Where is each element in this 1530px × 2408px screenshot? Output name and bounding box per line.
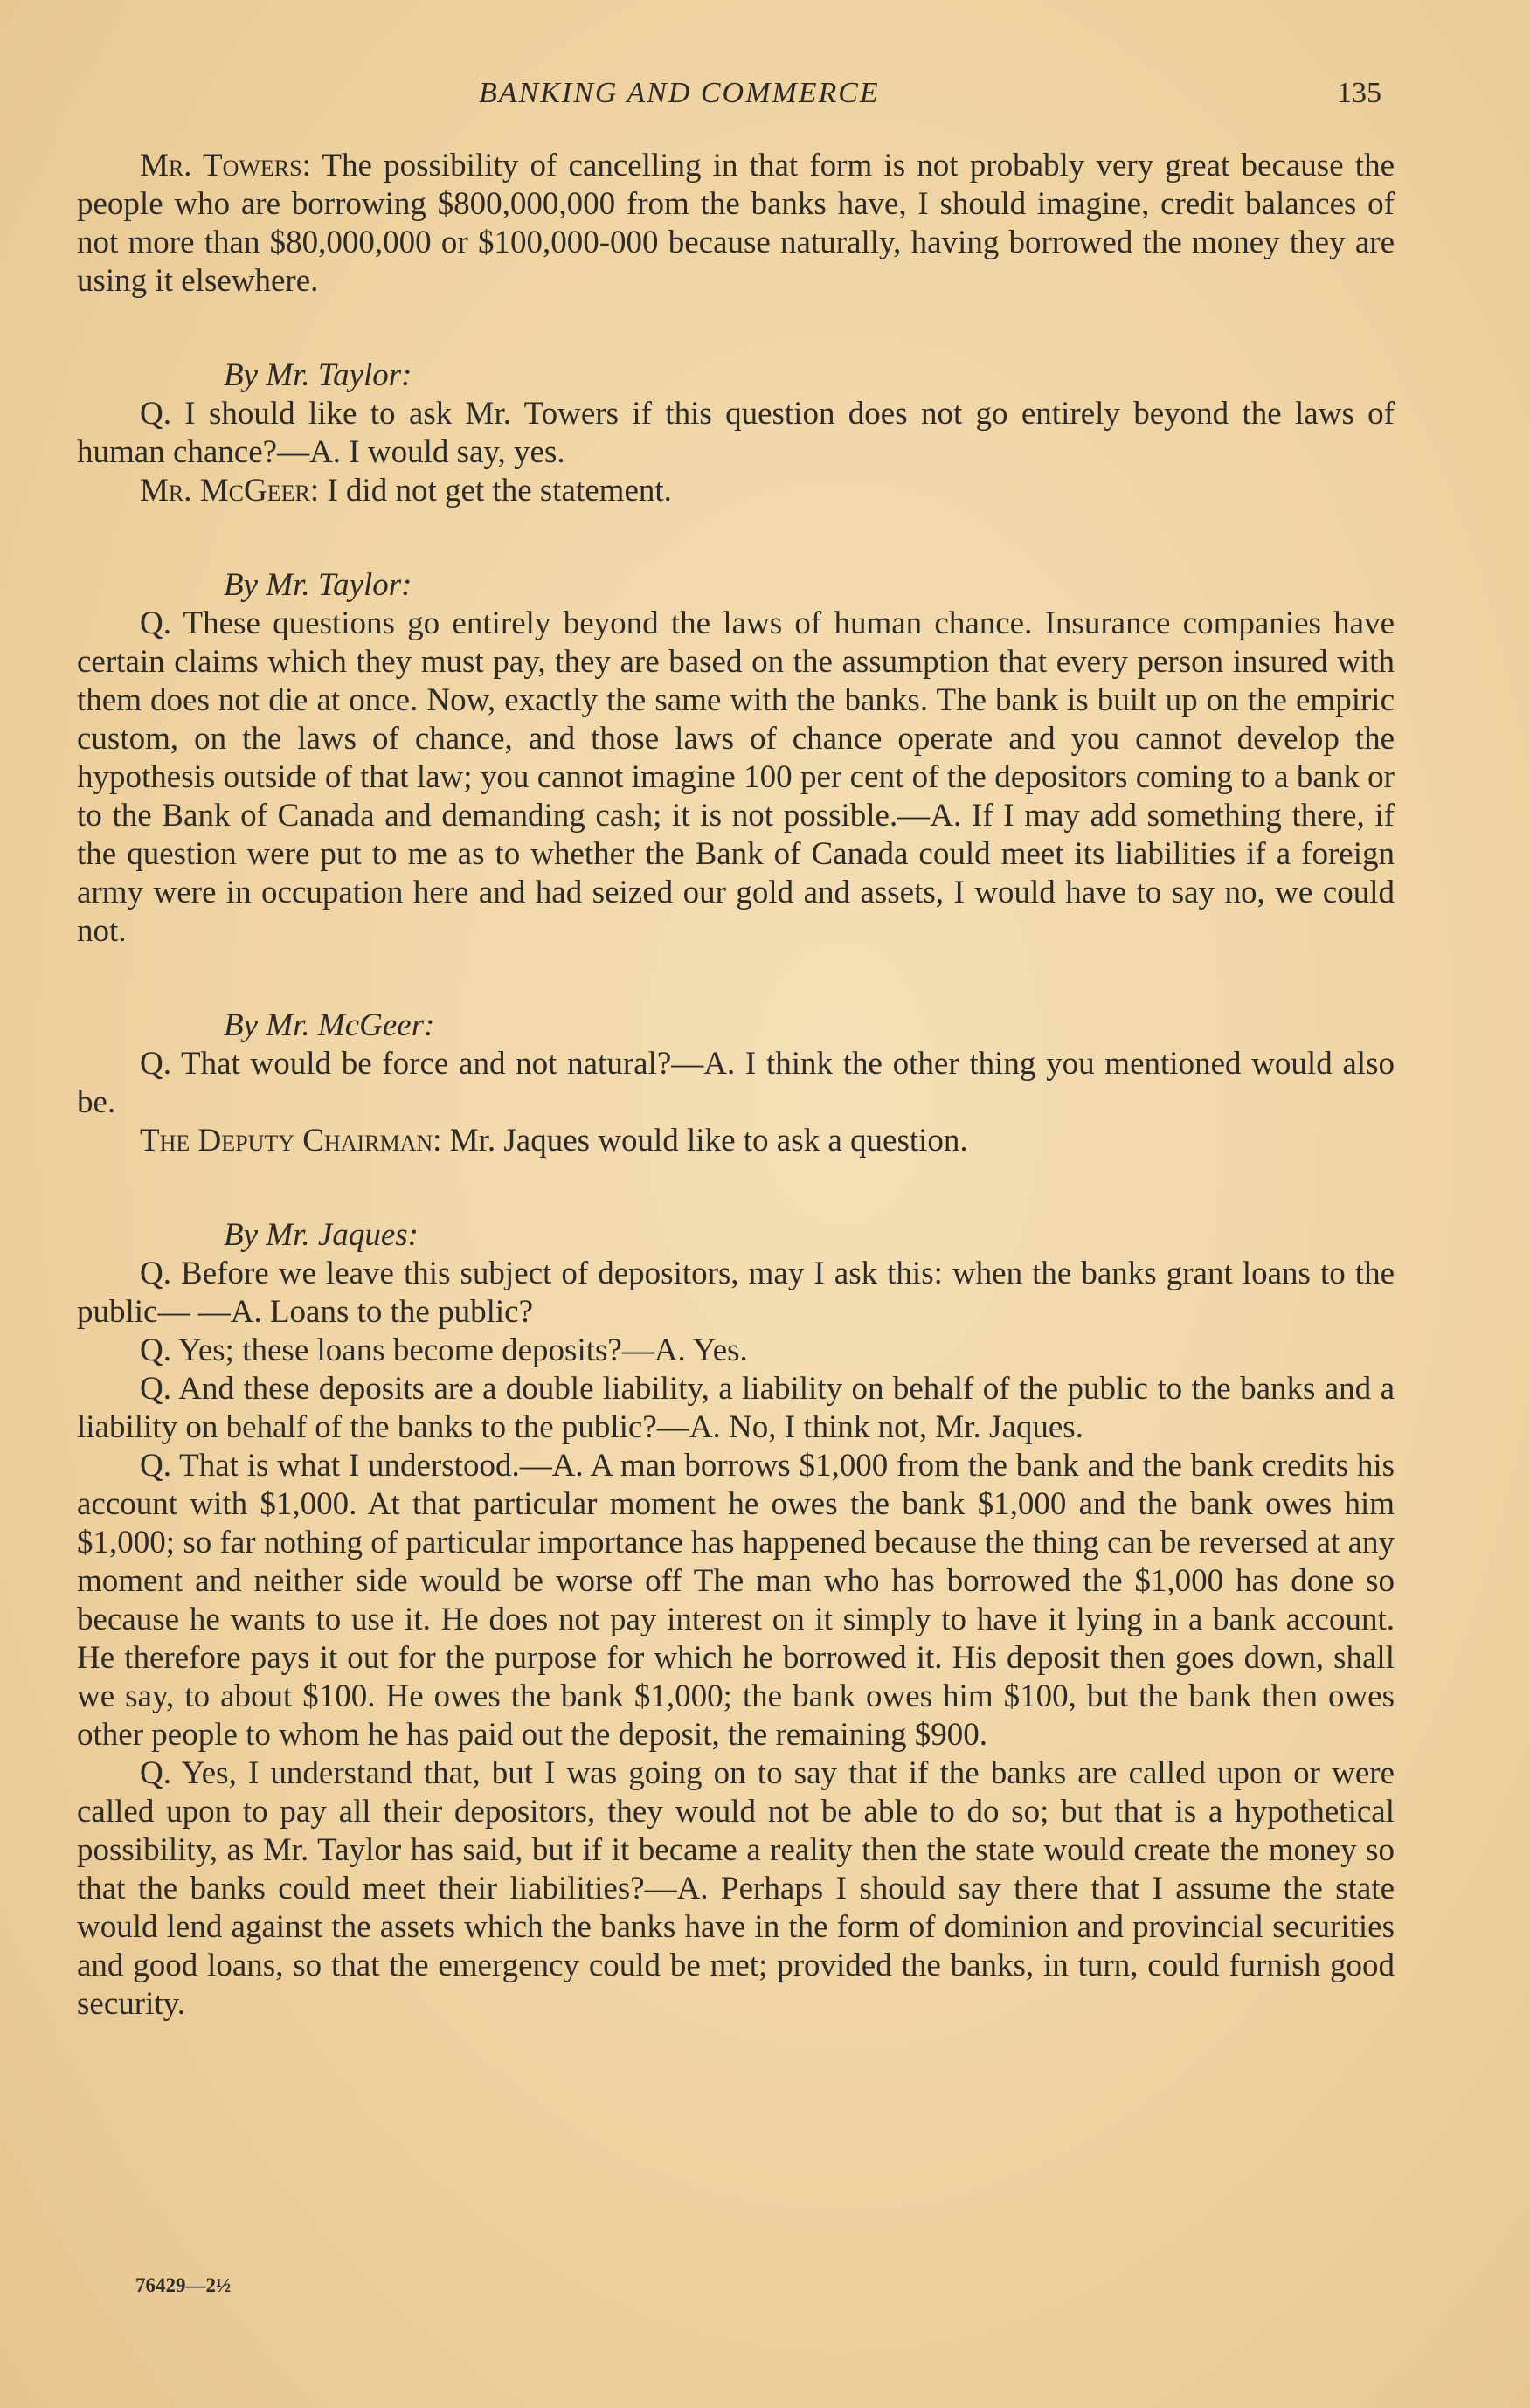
question-paragraph: Q. Yes; these loans become deposits?—A. Yes. bbox=[140, 1332, 748, 1368]
paragraph-text: : The possibility of cancelling in that form is not probably very great because the people who are borrowing $800,000,000 from the banks have, I should imagine, credit balances of not more than $80,000,000 or $100,000-000 because naturally, having borrowed the money they are using it elsewhere. bbox=[77, 148, 1395, 299]
examiner-heading: By Mr. Taylor: bbox=[224, 357, 412, 393]
printer-signature-mark: 76429—2½ bbox=[135, 2274, 232, 2296]
speaker-name: Mr. Towers bbox=[140, 148, 302, 183]
question-paragraph: Q. I should like to ask Mr. Towers if this question does not go entirely beyond the laws of human chance?—A. I would say, yes. bbox=[77, 396, 1395, 470]
examiner-heading: By Mr. Jaques: bbox=[224, 1217, 419, 1253]
running-head bbox=[0, 77, 1530, 117]
question-paragraph: Q. That is what I understood.—A. A man borrows $1,000 from the bank and the bank credits his account with $1,000. At that particular moment he owes the bank $1,000 and the bank owes him $1,000; so far nothing of particular importance has happened because the thing can be reversed at any moment and neither side would be worse off The man who has borrowed the $1,000 has done so because he wants to use it. He does not pay interest on it simply to have it lying in a bank account. He therefore pays it out for the purpose for which he borrowed it. His deposit then goes down, shall we say, to about $100. He owes the bank $1,000; the bank owes him $100, but the bank then owes other people to whom he has paid out the deposit, the remaining $900. bbox=[77, 1448, 1395, 1753]
paragraph-text: : Mr. Jaques would like to ask a question. bbox=[433, 1123, 968, 1159]
paragraph-text: : I did not get the statement. bbox=[309, 473, 672, 509]
examiner-heading: By Mr. McGeer: bbox=[224, 1007, 435, 1043]
question-paragraph: Q. And these deposits are a double liability, a liability on behalf of the public to the banks and a liability on behalf of the banks to the public?—A. No, I think not, Mr. Jaques. bbox=[77, 1371, 1395, 1445]
speaker-name: Mr. McGeer bbox=[140, 473, 310, 509]
speaker-name: The Deputy Chairman bbox=[140, 1123, 433, 1159]
text-column bbox=[77, 147, 1395, 2024]
running-title: BANKING AND COMMERCE bbox=[479, 77, 880, 109]
examiner-heading: By Mr. Taylor: bbox=[224, 567, 412, 603]
page-number: 135 bbox=[1337, 77, 1381, 109]
paragraph-towers-statement bbox=[77, 147, 1395, 301]
question-paragraph: Q. Before we leave this subject of depositors, may I ask this: when the banks grant loans to the public— —A. Loans to the public? bbox=[77, 1256, 1395, 1330]
paragraph-deputy-chairman-statement bbox=[77, 1122, 1395, 1160]
question-paragraph: Q. Yes, I understand that, but I was going on to say that if the banks are called upon or were called upon to pay all their depositors, they would not be able to do so; but that is a hypothetical possibility, as Mr. Taylor has said, but if it became a reality then the state would create the money so that the banks could meet their liabilities?—A. Perhaps I should say there that I assume the state would lend against the assets which the banks have in the form of dominion and provincial securities and good loans, so that the emergency could be met; provided the banks, in turn, could furnish good security. bbox=[77, 1755, 1395, 2022]
question-paragraph: Q. These questions go entirely beyond the laws of human chance. Insurance companies have certain claims which they must pay, they are based on the assumption that every person insured with them does not die at once. Now, exactly the same with the banks. The bank is built up on the empiric custom, on the laws of chance, and those laws of chance operate and you cannot develop the hypothesis outside of that law; you cannot imagine 100 per cent of the depositors coming to a bank or to the Bank of Canada and demanding cash; it is not possible.—A. If I may add something there, if the question were put to me as to whether the Bank of Canada could meet its liabilities if a foreign army were in occupation here and had seized our gold and assets, I would have to say no, we could not. bbox=[77, 605, 1395, 949]
question-paragraph: Q. That would be force and not natural?—A. I think the other thing you mentioned would also be. bbox=[77, 1046, 1395, 1120]
paragraph-mcgeer-statement bbox=[77, 472, 1395, 510]
